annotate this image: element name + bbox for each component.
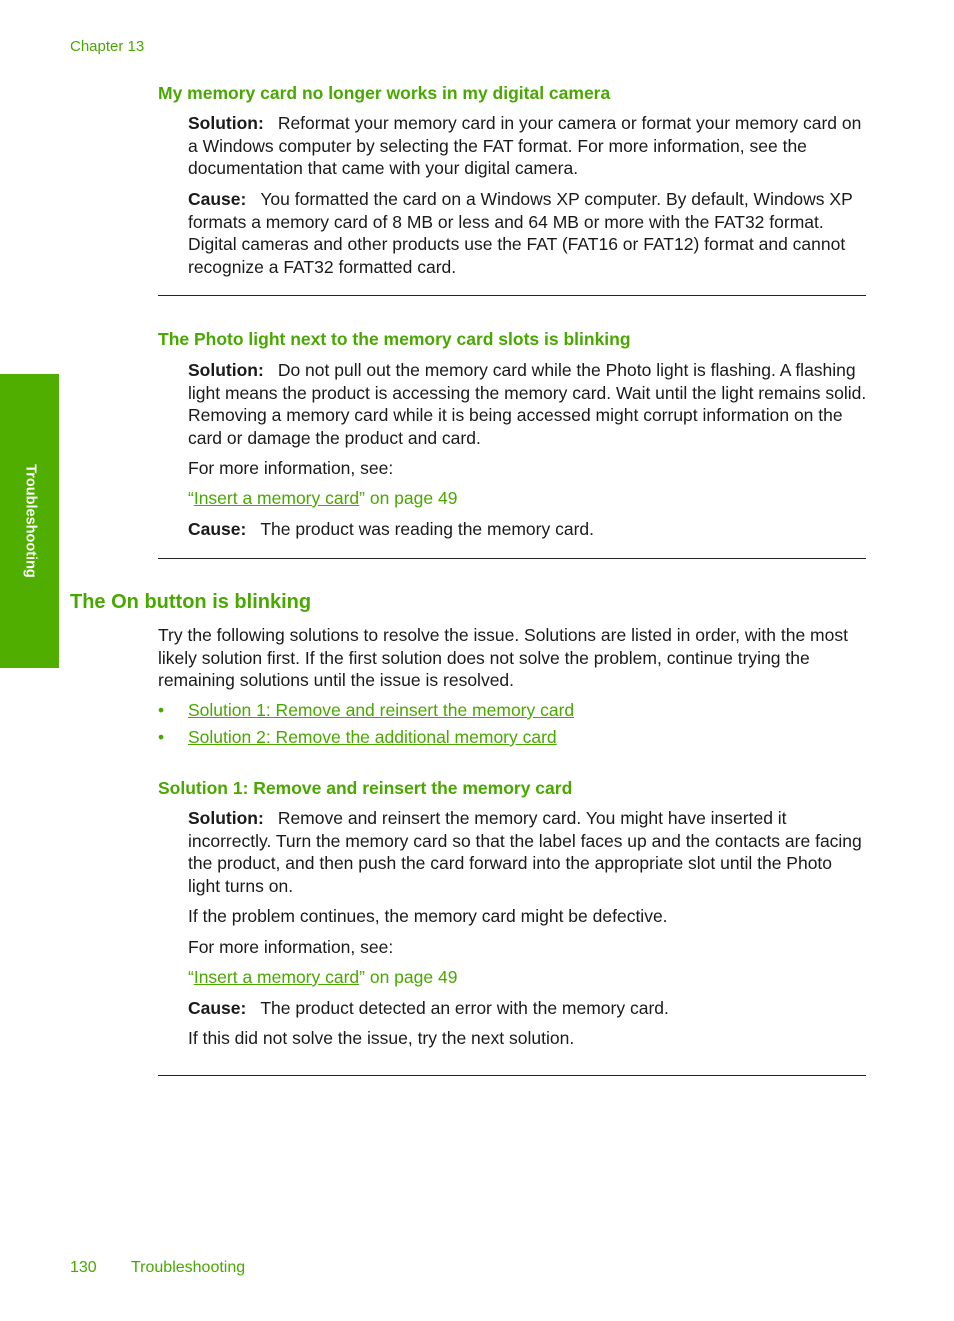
- page-number: 130: [70, 1259, 97, 1276]
- solution-1-link-text[interactable]: Solution 1: Remove and reinsert the memory card: [188, 700, 575, 720]
- divider: [158, 295, 866, 296]
- cause-paragraph: [188, 188, 868, 278]
- more-info-text: For more information, see:: [188, 458, 394, 478]
- solution-2-link[interactable]: [188, 726, 868, 749]
- cause-paragraph: [188, 518, 868, 541]
- cause-label: Cause:: [188, 998, 247, 1018]
- section-heading-photo-light: The Photo light next to the memory card slots is blinking: [158, 329, 631, 349]
- link-suffix: ” on page 49: [359, 488, 458, 508]
- cause-text: The product was reading the memory card.: [260, 519, 594, 539]
- solution-text: Do not pull out the memory card while the Photo light is flashing. A flashing light means the product is accessing the memory card. Wait until the light remains solid. Removing a memory card while it is being accessed might corrupt information on the card or damage the product and card.: [188, 360, 867, 448]
- solution-text: Reformat your memory card in your camera or format your memory card on a Windows computer by selecting the FAT format. For more information, see the documentation that came with your digital camera.: [188, 113, 862, 178]
- side-tab: [0, 374, 59, 668]
- defective-text: If the problem continues, the memory card might be defective.: [188, 906, 668, 926]
- cause-label: Cause:: [188, 189, 247, 209]
- solution-paragraph: [188, 807, 868, 897]
- solution-label: Solution:: [188, 808, 264, 828]
- cause-paragraph: [188, 997, 868, 1020]
- bullet-marker: •: [158, 727, 165, 747]
- next-solution-text: If this did not solve the issue, try the next solution.: [188, 1028, 575, 1048]
- cause-text: The product detected an error with the memory card.: [260, 998, 669, 1018]
- link-text[interactable]: Insert a memory card: [193, 488, 360, 508]
- side-tab-label: Troubleshooting: [21, 464, 38, 578]
- solution-paragraph: [188, 359, 868, 449]
- solution-1-link[interactable]: [188, 699, 868, 722]
- link-suffix: ” on page 49: [359, 967, 458, 987]
- insert-memory-card-link[interactable]: [188, 487, 868, 510]
- chapter-label: Chapter 13: [70, 38, 145, 55]
- intro-paragraph: Try the following solutions to resolve the issue. Solutions are listed in order, with the most likely solution first. If the first solution does not solve the problem, continue trying the remaining solutions until the issue is resolved.: [158, 625, 848, 690]
- solution-text: Remove and reinsert the memory card. You might have inserted it incorrectly. Turn the memory card so that the label faces up and the contacts are facing the product, and then push the card forward into the appropriate slot until the Photo light turns on.: [188, 808, 862, 896]
- link-open-quote: “: [188, 967, 194, 987]
- link-text[interactable]: Insert a memory card: [193, 967, 360, 987]
- solution-1-heading: Solution 1: Remove and reinsert the memory card: [158, 778, 573, 798]
- bullet-marker: •: [158, 700, 165, 720]
- section-heading-on-button: The On button is blinking: [70, 591, 312, 613]
- cause-label: Cause:: [188, 519, 247, 539]
- cause-text: You formatted the card on a Windows XP computer. By default, Windows XP formats a memory card of 8 MB or less and 64 MB or more with the FAT32 format. Digital cameras and other products use the FAT (FAT16 or FAT12) format and cannot recognize a FAT32 formatted card.: [188, 189, 853, 277]
- divider: [158, 558, 866, 559]
- link-open-quote: “: [188, 488, 194, 508]
- divider: [158, 1075, 866, 1076]
- footer-section: Troubleshooting: [131, 1259, 246, 1276]
- solution-2-link-text[interactable]: Solution 2: Remove the additional memory card: [188, 727, 557, 747]
- solution-paragraph: [188, 112, 868, 180]
- insert-memory-card-link[interactable]: [188, 966, 868, 989]
- solution-label: Solution:: [188, 113, 264, 133]
- more-info-text: For more information, see:: [188, 937, 394, 957]
- solution-label: Solution:: [188, 360, 264, 380]
- section-heading-camera: My memory card no longer works in my digital camera: [158, 83, 611, 103]
